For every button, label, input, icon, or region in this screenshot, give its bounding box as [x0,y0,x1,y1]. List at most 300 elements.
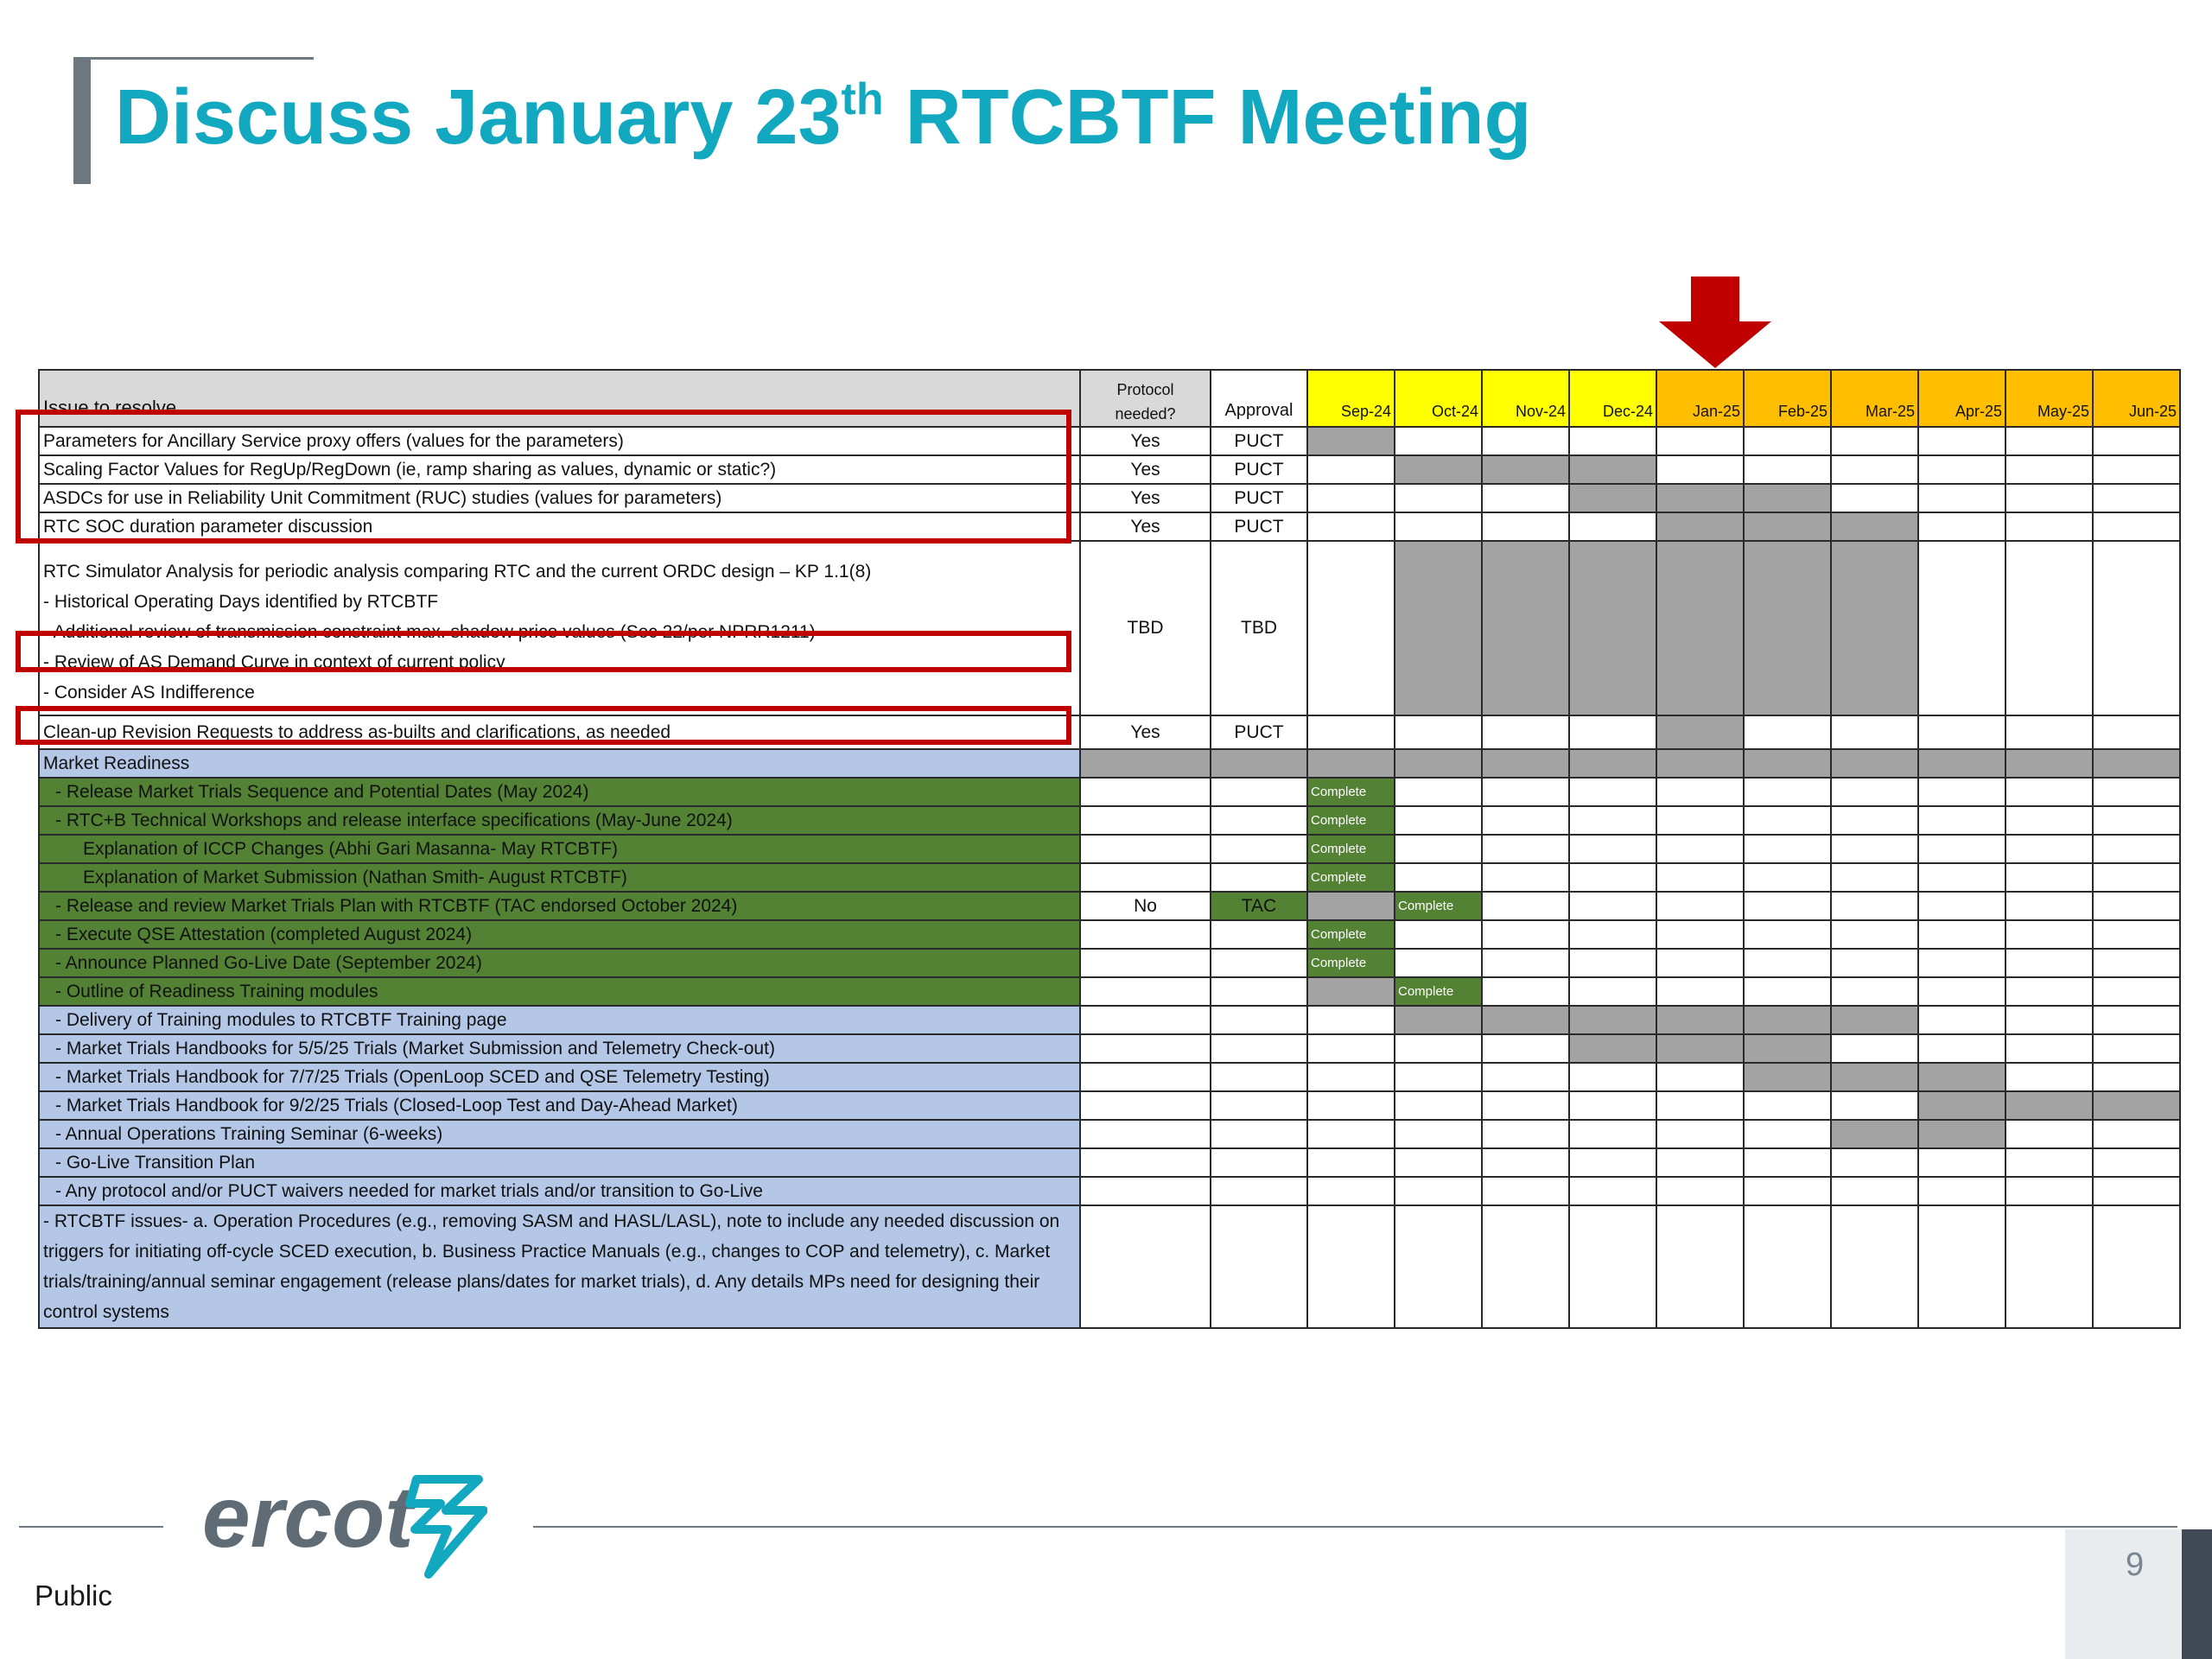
gantt-cell [2093,920,2180,949]
gantt-cell [2093,949,2180,977]
status-complete: Complete [1307,778,1395,806]
approval-cell: PUCT [1211,715,1307,749]
issue-cell: - Any protocol and/or PUCT waivers needed for market trials and/or transition to Go-Live [39,1177,1080,1205]
gantt-cell [1918,484,2005,512]
gantt-cell-filled [1307,427,1395,455]
gantt-cell [1307,541,1395,715]
gantt-cell [1482,1148,1569,1177]
gantt-cell-filled [1482,1006,1569,1034]
gantt-cell [1744,1205,1831,1328]
gantt-cell [1656,892,1744,920]
gantt-cell [1918,863,2005,892]
gantt-cell [1395,427,1482,455]
gantt-cell-filled [1656,749,1744,778]
table-row [39,1205,2180,1328]
gantt-cell [1307,1034,1395,1063]
protocol-cell: TBD [1080,541,1211,715]
table-row [39,977,2180,1006]
gantt-cell [2005,715,2093,749]
gantt-cell [1918,1034,2005,1063]
protocol-cell: No [1080,892,1211,920]
gantt-cell [1569,835,1656,863]
gantt-cell [1656,1148,1744,1177]
approval-cell: PUCT [1211,484,1307,512]
gantt-cell [2093,1120,2180,1148]
header-month: May-25 [2005,370,2093,427]
gantt-cell [1569,1177,1656,1205]
gantt-cell [1395,1091,1482,1120]
gantt-cell [1482,949,1569,977]
table-row [39,1034,2180,1063]
gantt-cell [1395,863,1482,892]
gantt-cell [2093,1177,2180,1205]
gantt-cell [1656,1091,1744,1120]
table-row [39,1120,2180,1148]
gantt-cell [1744,1091,1831,1120]
issue-cell-multiline: - RTCBTF issues- a. Operation Procedures (e.g., removing SASM and HASL/LASL), note to include any needed discussion on triggers for initiating off-cycle SCED execution, b. Business Practice Manuals (e.g., changes to COP and telemetry), c. Market trials/training/annual seminar engagement (release plans/dates for market trials), d. Any details MPs need for designing their control systems [39,1205,1080,1328]
gantt-cell [1482,1063,1569,1091]
gantt-cell [1395,949,1482,977]
title-accent-top [73,57,314,60]
gantt-cell-filled [1307,977,1395,1006]
gantt-cell [1744,1177,1831,1205]
gantt-cell [1395,512,1482,541]
gantt-cell-filled [1569,455,1656,484]
gantt-cell [1395,484,1482,512]
gantt-cell [1918,541,2005,715]
gantt-cell-filled [1307,892,1395,920]
gantt-cell [1744,863,1831,892]
approval-cell: PUCT [1211,427,1307,455]
gantt-cell-filled [1918,1091,2005,1120]
status-complete: Complete [1307,806,1395,835]
protocol-cell: Yes [1080,484,1211,512]
gantt-cell [1395,1063,1482,1091]
gantt-cell [1569,863,1656,892]
gantt-cell-filled [1831,541,1918,715]
gantt-cell [1831,835,1918,863]
gantt-cell [1307,1177,1395,1205]
gantt-cell-filled [1395,455,1482,484]
gantt-cell-filled [2005,1091,2093,1120]
gantt-cell [1744,920,1831,949]
protocol-cell: Yes [1080,427,1211,455]
protocol-cell [1080,1034,1211,1063]
gantt-cell [2005,484,2093,512]
issue-cell: ASDCs for use in Reliability Unit Commitment (RUC) studies (values for parameters) [39,484,1080,512]
gantt-cell [1831,1148,1918,1177]
gantt-cell [1569,1205,1656,1328]
gantt-cell [2005,1177,2093,1205]
gantt-cell [1395,835,1482,863]
gantt-cell [1918,512,2005,541]
gantt-cell [1744,806,1831,835]
gantt-cell-filled [1831,749,1918,778]
gantt-cell [1831,1091,1918,1120]
table-row-simulator [39,541,2180,715]
header-approval: Approval [1211,370,1307,427]
gantt-cell [1656,863,1744,892]
table-row [39,863,2180,892]
gantt-cell [1918,1006,2005,1034]
approval-cell [1211,977,1307,1006]
gantt-cell [1395,1148,1482,1177]
gantt-cell [1918,835,2005,863]
gantt-cell [1482,1205,1569,1328]
gantt-cell [2093,715,2180,749]
gantt-cell [1395,920,1482,949]
gantt-cell [1918,715,2005,749]
protocol-cell [1080,1177,1211,1205]
approval-cell [1211,835,1307,863]
gantt-cell [1569,892,1656,920]
gantt-cell [1656,977,1744,1006]
approval-cell [1211,1091,1307,1120]
issue-cell: - Go-Live Transition Plan [39,1148,1080,1177]
title-accent-left [73,57,91,184]
gantt-cell [2093,455,2180,484]
gantt-cell [1482,1120,1569,1148]
gantt-cell [2093,427,2180,455]
protocol-cell [1080,778,1211,806]
protocol-cell: Yes [1080,512,1211,541]
section-label: Market Readiness [39,749,1080,778]
gantt-cell-filled [1831,512,1918,541]
approval-cell [1211,778,1307,806]
gantt-cell [2093,1205,2180,1328]
gantt-cell [1656,806,1744,835]
gantt-cell [2005,806,2093,835]
gantt-cell [1918,1205,2005,1328]
gantt-cell [1307,1006,1395,1034]
gantt-cell-filled [1656,1006,1744,1034]
gantt-cell-filled [1744,1006,1831,1034]
gantt-cell [2005,863,2093,892]
gantt-cell-filled [1569,484,1656,512]
issue-cell: - Release Market Trials Sequence and Potential Dates (May 2024) [39,778,1080,806]
gantt-cell [1656,1063,1744,1091]
gantt-cell [1831,1034,1918,1063]
gantt-cell-filled [1395,749,1482,778]
protocol-cell [1080,863,1211,892]
gantt-cell [1569,427,1656,455]
gantt-cell [2005,1148,2093,1177]
gantt-cell [1482,863,1569,892]
gantt-cell [1744,715,1831,749]
gantt-cell [1482,512,1569,541]
issue-cell: RTC SOC duration parameter discussion [39,512,1080,541]
header-issue: Issue to resolve [39,370,1080,427]
gantt-cell [1744,427,1831,455]
gantt-cell [2093,1034,2180,1063]
table-row [39,835,2180,863]
gantt-cell [1744,1148,1831,1177]
header-month: Dec-24 [1569,370,1656,427]
gantt-cell [1482,484,1569,512]
status-complete: Complete [1395,892,1482,920]
protocol-cell [1080,949,1211,977]
gantt-cell [2005,1006,2093,1034]
gantt-cell-filled [1656,541,1744,715]
gantt-cell [1918,892,2005,920]
gantt-cell [1482,715,1569,749]
footer-divider-right [533,1526,2177,1528]
gantt-cell-filled [2093,749,2180,778]
gantt-cell [1307,512,1395,541]
gantt-cell [2005,778,2093,806]
header-month: Apr-25 [1918,370,2005,427]
approval-cell [1211,1205,1307,1328]
issue-cell: Explanation of Market Submission (Nathan Smith- August RTCBTF) [39,863,1080,892]
approval-cell: PUCT [1211,455,1307,484]
table-row [39,892,2180,920]
gantt-cell [1569,920,1656,949]
issue-cell: Explanation of ICCP Changes (Abhi Gari Masanna- May RTCBTF) [39,835,1080,863]
protocol-cell [1080,920,1211,949]
gantt-cell [2005,892,2093,920]
gantt-cell-filled [1482,455,1569,484]
gantt-cell [1656,427,1744,455]
gantt-cell [1482,835,1569,863]
issue-cell: - RTC+B Technical Workshops and release interface specifications (May-June 2024) [39,806,1080,835]
gantt-cell [2093,863,2180,892]
gantt-cell-filled [1569,1034,1656,1063]
protocol-cell [1080,806,1211,835]
gantt-cell [2005,427,2093,455]
gantt-cell [1831,806,1918,835]
gantt-cell [2093,512,2180,541]
table-row [39,1148,2180,1177]
gantt-cell-filled [1744,512,1831,541]
gantt-cell [2005,512,2093,541]
gantt-cell [1307,1063,1395,1091]
approval-cell: TAC [1211,892,1307,920]
gantt-cell [1395,1177,1482,1205]
approval-cell [1211,863,1307,892]
highlight-box-cleanup [16,706,1071,745]
gantt-cell [2005,949,2093,977]
gantt-cell [1831,863,1918,892]
gantt-cell [1918,920,2005,949]
gantt-cell-filled [1918,749,2005,778]
gantt-cell-filled [1831,1063,1918,1091]
section-row-market-readiness [39,749,2180,778]
header-protocol: Protocol needed? [1080,370,1211,427]
gantt-cell [1831,949,1918,977]
page-title: Discuss January 23th RTCBTF Meeting [115,74,1532,161]
gantt-cell-filled [1831,1120,1918,1148]
gantt-cell [1482,920,1569,949]
gantt-cell [1569,1063,1656,1091]
gantt-cell [1831,455,1918,484]
gantt-cell [1395,1120,1482,1148]
gantt-cell-filled [1744,541,1831,715]
gantt-cell [1918,977,2005,1006]
footer-divider-left [19,1526,163,1528]
gantt-cell [1831,1177,1918,1205]
header-month: Nov-24 [1482,370,1569,427]
gantt-cell [2005,977,2093,1006]
issue-cell: - Market Trials Handbooks for 5/5/25 Trials (Market Submission and Telemetry Check-out) [39,1034,1080,1063]
gantt-cell [2005,1063,2093,1091]
gantt-cell [1831,427,1918,455]
protocol-cell [1080,1148,1211,1177]
gantt-cell-filled [1744,1063,1831,1091]
gantt-cell [1482,892,1569,920]
issue-cell: - Announce Planned Go-Live Date (September 2024) [39,949,1080,977]
gantt-cell [1395,715,1482,749]
status-complete: Complete [1307,863,1395,892]
gantt-cell [1307,484,1395,512]
gantt-cell [1569,715,1656,749]
issue-cell: - Release and review Market Trials Plan with RTCBTF (TAC endorsed October 2024) [39,892,1080,920]
gantt-cell [1307,1205,1395,1328]
gantt-cell [2093,484,2180,512]
gantt-cell-filled [1307,749,1395,778]
header-month: Feb-25 [1744,370,1831,427]
gantt-cell [1569,1120,1656,1148]
gantt-cell-filled [1918,1063,2005,1091]
header-month: Mar-25 [1831,370,1918,427]
gantt-cell [1918,1148,2005,1177]
gantt-cell-filled [1656,715,1744,749]
protocol-cell [1080,977,1211,1006]
issue-cell: - Execute QSE Attestation (completed August 2024) [39,920,1080,949]
gantt-cell [1569,806,1656,835]
approval-cell [1211,806,1307,835]
gantt-cell [1307,1148,1395,1177]
gantt-cell [1569,1091,1656,1120]
gantt-cell-filled [1395,1006,1482,1034]
gantt-cell [1831,892,1918,920]
issue-cell: - Annual Operations Training Seminar (6-weeks) [39,1120,1080,1148]
gantt-cell-filled [1656,1034,1744,1063]
issue-cell: - Delivery of Training modules to RTCBTF Training page [39,1006,1080,1034]
down-arrow-icon [1659,276,1771,368]
issue-cell-multiline: RTC Simulator Analysis for periodic analysis comparing RTC and the current ORDC design – KP 1.1(8) - Historical Operating Days identified by RTCBTF - Additional review of transmission constraint max. shadow price values (Sec 22/per NPRR1211) - Review of AS Demand Curve in context of current policy - Consider AS Indifference [39,541,1080,715]
table-row [39,1177,2180,1205]
status-complete: Complete [1395,977,1482,1006]
table-row [39,1006,2180,1034]
gantt-cell-filled [1744,749,1831,778]
page-edge-bar [2182,1529,2212,1659]
protocol-cell [1080,1063,1211,1091]
gantt-cell [2093,892,2180,920]
gantt-cell [1395,778,1482,806]
table-row [39,920,2180,949]
approval-cell [1211,1120,1307,1148]
gantt-cell [1744,977,1831,1006]
gantt-cell [1395,1034,1482,1063]
gantt-cell [1569,977,1656,1006]
gantt-cell [1307,715,1395,749]
gantt-cell [1569,778,1656,806]
table-row [39,949,2180,977]
gantt-cell-filled [1656,512,1744,541]
approval-cell: PUCT [1211,512,1307,541]
protocol-cell [1080,1205,1211,1328]
gantt-cell-filled [1656,484,1744,512]
gantt-cell-filled [1831,1006,1918,1034]
table-row [39,806,2180,835]
issue-cell: Parameters for Ancillary Service proxy offers (values for the parameters) [39,427,1080,455]
gantt-cell [2093,541,2180,715]
gantt-cell [1744,778,1831,806]
gantt-cell-filled [2093,1091,2180,1120]
issue-cell: - Outline of Readiness Training modules [39,977,1080,1006]
gantt-cell-filled [1482,749,1569,778]
gantt-cell [2005,835,2093,863]
gantt-cell [1831,920,1918,949]
gantt-cell [1918,778,2005,806]
protocol-cell: Yes [1080,455,1211,484]
gantt-cell-filled [1569,749,1656,778]
gantt-cell [2093,1063,2180,1091]
gantt-cell [1918,1177,2005,1205]
protocol-cell: Yes [1080,715,1211,749]
gantt-cell-filled [1744,484,1831,512]
gantt-cell [1744,455,1831,484]
gantt-cell [1918,806,2005,835]
gantt-cell-filled [1395,541,1482,715]
gantt-cell-filled [2005,749,2093,778]
page-number: 9 [2126,1547,2145,1583]
issue-cell: Scaling Factor Values for RegUp/RegDown (ie, ramp sharing as values, dynamic or static?) [39,455,1080,484]
gantt-cell [1831,1205,1918,1328]
gantt-cell-filled [1569,1006,1656,1034]
gantt-cell [1307,1120,1395,1148]
gantt-cell-filled [1744,1034,1831,1063]
gantt-cell [1656,949,1744,977]
gantt-cell [1744,835,1831,863]
protocol-cell [1080,835,1211,863]
gantt-cell [1395,806,1482,835]
gantt-cell [2093,778,2180,806]
gantt-cell [1569,949,1656,977]
protocol-cell [1080,1091,1211,1120]
classification-label: Public [35,1580,112,1611]
approval-cell [1211,1177,1307,1205]
gantt-cell-filled [1569,541,1656,715]
gantt-cell [1656,778,1744,806]
table-row [39,1091,2180,1120]
approval-cell [1211,1148,1307,1177]
gantt-cell [1482,1034,1569,1063]
gantt-cell [1831,715,1918,749]
gantt-cell [1482,1091,1569,1120]
gantt-cell [2005,1034,2093,1063]
gantt-cell [1744,892,1831,920]
gantt-cell [1482,806,1569,835]
approval-cell: TBD [1211,541,1307,715]
protocol-cell [1080,1006,1211,1034]
gantt-cell [2093,806,2180,835]
gantt-cell [1918,949,2005,977]
issue-cell: Clean-up Revision Requests to address as-builts and clarifications, as needed [39,715,1080,749]
issue-cell: - Market Trials Handbook for 7/7/25 Trials (OpenLoop SCED and QSE Telemetry Testing) [39,1063,1080,1091]
gantt-cell [1744,1120,1831,1148]
gantt-cell-filled [1080,749,1211,778]
issue-cell: - Market Trials Handbook for 9/2/25 Trials (Closed-Loop Test and Day-Ahead Market) [39,1091,1080,1120]
status-complete: Complete [1307,835,1395,863]
gantt-cell [2093,1006,2180,1034]
gantt-cell [1918,455,2005,484]
ercot-logo [202,1469,487,1581]
gantt-cell [1569,512,1656,541]
gantt-cell [2093,835,2180,863]
gantt-cell [1656,455,1744,484]
svg-text:ercot: ercot [202,1469,414,1566]
